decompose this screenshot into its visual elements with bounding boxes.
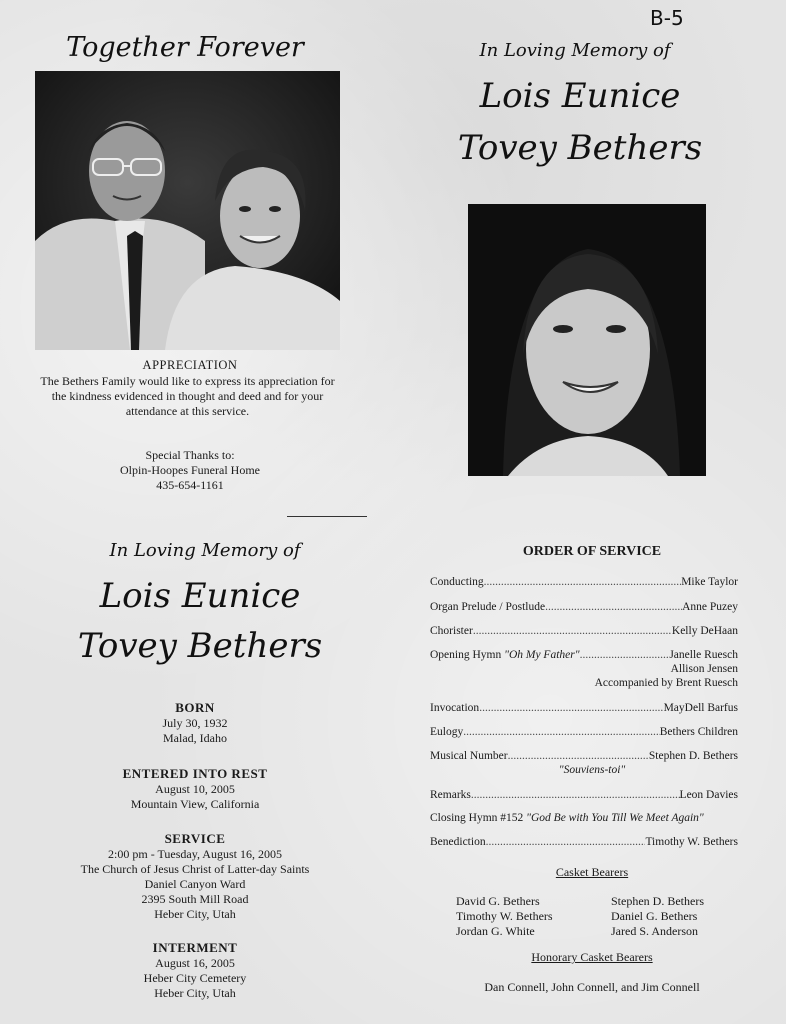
order-label: Conducting <box>430 576 484 588</box>
leader-dots <box>463 726 660 738</box>
order-row-eulogy <box>430 726 738 738</box>
order-row-invocation <box>430 702 738 714</box>
order-label: Remarks <box>430 789 471 801</box>
appreciation-text <box>15 374 360 419</box>
bearer-name: Timothy W. Bethers <box>456 909 553 923</box>
service-heading: SERVICE <box>164 831 226 846</box>
order-label: Benediction <box>430 836 486 848</box>
appreciation-heading: APPRECIATION <box>142 358 238 372</box>
casket-bearers-heading: Casket Bearers <box>555 865 629 879</box>
musical-title: "Souviens-toi" <box>558 764 626 776</box>
corner-note: B-5 <box>650 6 684 30</box>
leader-dots <box>484 576 682 588</box>
order-person: Timothy W. Bethers <box>645 836 738 848</box>
name-line2-bottom: Tovey Bethers <box>77 626 323 666</box>
thanks-line: Special Thanks to: <box>145 448 235 462</box>
born-place: Malad, Idaho <box>163 731 227 745</box>
order-person: Stephen D. Bethers <box>648 750 738 762</box>
order-of-service-title: ORDER OF SERVICE <box>522 544 662 559</box>
special-thanks <box>40 448 340 493</box>
order-label <box>430 649 580 661</box>
opening-extra2: Accompanied by Brent Ruesch <box>594 677 738 689</box>
opening-extra1: Allison Jensen <box>670 663 738 675</box>
leader-dots <box>473 625 672 637</box>
bearer-name: Jordan G. White <box>456 924 535 938</box>
order-row-benediction <box>430 836 738 848</box>
order-row-opening-hymn <box>430 649 738 661</box>
order-label: Chorister <box>430 625 473 637</box>
leader-dots <box>580 649 670 661</box>
order-label <box>430 812 704 824</box>
order-row-musical-number <box>430 750 738 762</box>
order-person: Janelle Ruesch <box>669 649 738 661</box>
thanks-line: Olpin-Hoopes Funeral Home <box>120 463 260 477</box>
order-row-conducting <box>430 576 738 588</box>
born-date: July 30, 1932 <box>162 716 228 730</box>
leader-dots <box>479 702 663 714</box>
interment-city: Heber City, Utah <box>154 986 236 1000</box>
service-line: 2:00 pm - Tuesday, August 16, 2005 <box>108 847 282 861</box>
interment-place: Heber City Cemetery <box>143 971 247 985</box>
order-label: Invocation <box>430 702 480 714</box>
bearer-name: Stephen D. Bethers <box>611 894 704 908</box>
appreciation-line: the kindness evidenced in thought and deed and for your <box>51 389 324 403</box>
leader-dots <box>545 601 682 613</box>
order-person: Leon Davies <box>679 789 738 801</box>
thanks-line: 435-654-1161 <box>156 478 224 492</box>
portrait-photo <box>468 204 706 476</box>
interment-date: August 16, 2005 <box>155 956 235 970</box>
order-row-remarks <box>430 789 738 801</box>
order-person: Anne Puzey <box>682 601 738 613</box>
born-heading: BORN <box>175 700 215 715</box>
leader-dots <box>486 836 646 848</box>
couple-photo <box>35 71 340 350</box>
casket-bearers-left <box>456 894 606 939</box>
order-label-text: Opening Hymn <box>430 649 505 661</box>
order-person: MayDell Barfus <box>663 702 738 714</box>
casket-bearers-right <box>611 894 751 939</box>
memory-line-top: In Loving Memory of <box>479 40 671 61</box>
hymn-title: "Oh My Father" <box>504 649 580 661</box>
order-row-chorister <box>430 625 738 637</box>
order-row-organ <box>430 601 738 613</box>
name-line1-top: Lois Eunice <box>479 76 681 116</box>
order-label: Organ Prelude / Postlude <box>430 601 546 613</box>
honorary-bearers-names: Dan Connell, John Connell, and Jim Connell <box>484 980 700 994</box>
order-person: Mike Taylor <box>681 576 738 588</box>
hymn-title: "God Be with You Till We Meet Again" <box>526 812 704 824</box>
born-section <box>45 700 345 746</box>
order-label-text: Closing Hymn #152 <box>430 812 527 824</box>
rest-heading: ENTERED INTO REST <box>122 766 268 781</box>
service-line: Heber City, Utah <box>154 907 236 921</box>
appreciation-line: The Bethers Family would like to express its appreciation for <box>40 374 335 388</box>
together-forever-title: Together Forever <box>66 32 304 63</box>
appreciation-line: attendance at this service. <box>125 404 250 418</box>
bearer-name: David G. Bethers <box>456 894 540 908</box>
order-person: Bethers Children <box>659 726 738 738</box>
leader-dots <box>471 789 680 801</box>
rest-place: Mountain View, California <box>130 797 260 811</box>
rest-date: August 10, 2005 <box>155 782 235 796</box>
name-line1-bottom: Lois Eunice <box>99 576 301 616</box>
service-line: The Church of Jesus Christ of Latter-day Saints <box>80 862 310 876</box>
fold-divider <box>287 516 367 517</box>
order-row-closing-hymn <box>430 812 738 824</box>
honorary-bearers-heading: Honorary Casket Bearers <box>531 950 653 964</box>
rest-section <box>45 766 345 812</box>
service-line: 2395 South Mill Road <box>141 892 249 906</box>
order-label: Musical Number <box>430 750 508 762</box>
interment-heading: INTERMENT <box>152 940 238 955</box>
leader-dots <box>508 750 649 762</box>
order-label: Eulogy <box>430 726 464 738</box>
memory-line-bottom: In Loving Memory of <box>109 540 301 561</box>
bearer-name: Jared S. Anderson <box>611 924 698 938</box>
interment-section <box>45 940 345 1001</box>
order-person: Kelly DeHaan <box>671 625 738 637</box>
service-section <box>25 831 365 922</box>
service-line: Daniel Canyon Ward <box>144 877 246 891</box>
name-line2-top: Tovey Bethers <box>457 128 703 168</box>
bearer-name: Daniel G. Bethers <box>611 909 698 923</box>
